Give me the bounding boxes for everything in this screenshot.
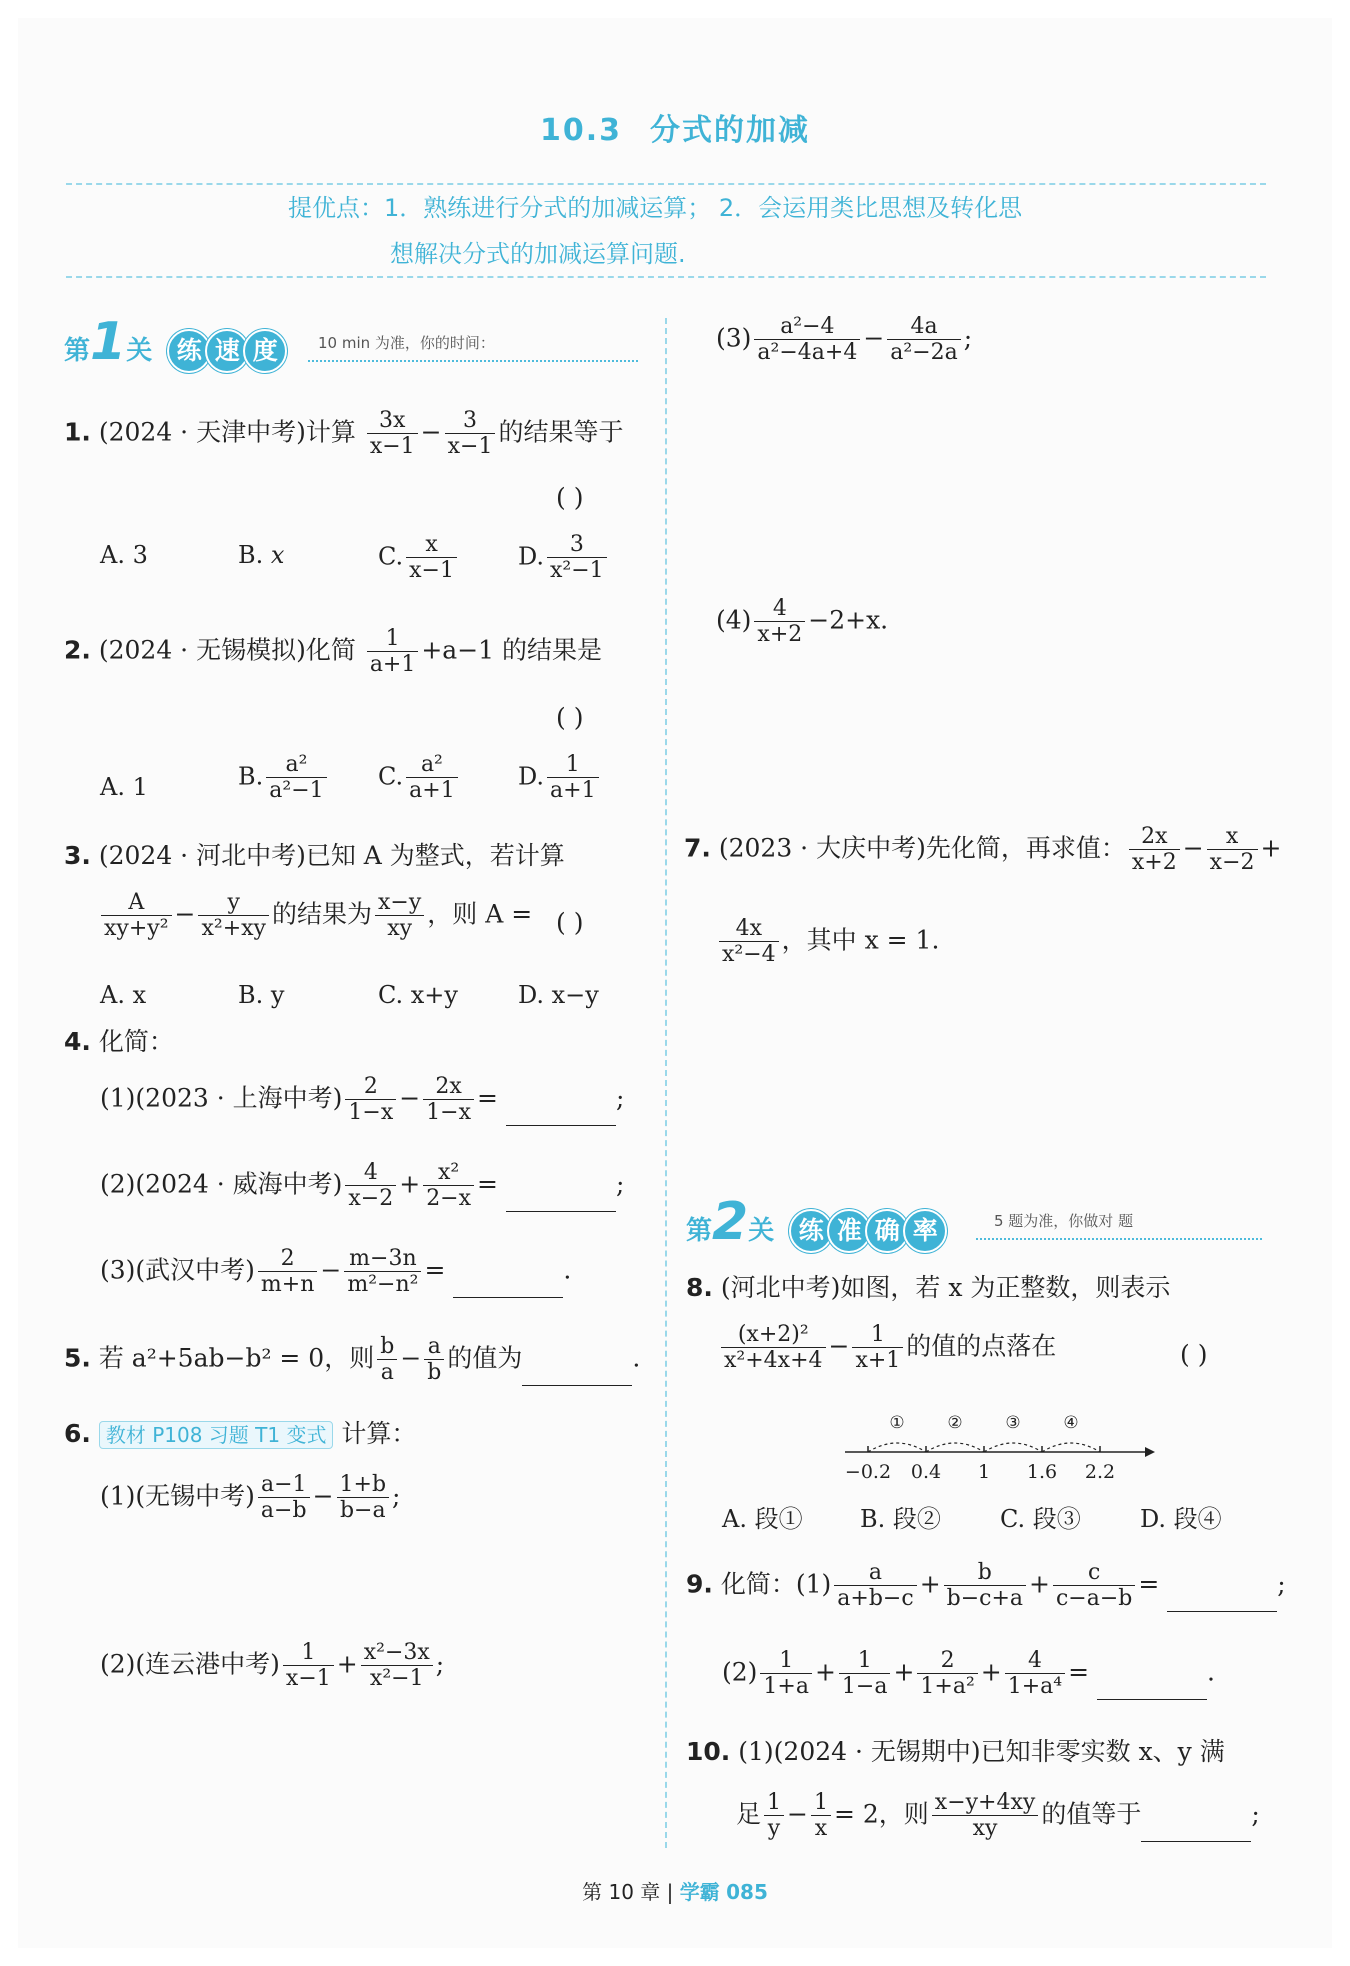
question-5: 5. 若 a²+5ab−b² = 0，则 $\frac{b}{a}$ − $\frac{a}{b}$ 的值为 . [64,1334,641,1386]
answer-blank[interactable] [1141,1817,1251,1842]
tick-marks [868,1446,1100,1452]
question-10: 10. (1)(2024 · 无锡期中)已知非零实数 x、y 满 [686,1737,1225,1766]
question-10-cont: 足 $\frac{1}{y}$ − $\frac{1}{x}$ = 2，则 $\frac{x-y+4xy}{xy}$ 的值等于 ; [736,1790,1260,1842]
textbook-tag: 教材 P108 习题 T1 变式 [99,1421,334,1449]
q8-option-d: D. 段④ [1140,1505,1222,1533]
q3-option-d: D. x−y [518,981,599,1009]
question-2: 2. (2024 · 无锡模拟)化简 $\frac{1}{a+1}$ +a−1 的结果是 [64,626,603,678]
q8-option-b: B. 段② [860,1505,941,1533]
question-6-part-1: (1)(无锡中考) $\frac{a-1}{a-b}$ − $\frac{1+b}{b-a}$ ; [100,1472,401,1524]
stage-2-note: 5 题为准，你做对 题 [994,1212,1134,1230]
stage-1-note: 10 min 为准，你的时间： [318,334,495,352]
answer-blank[interactable] [522,1361,632,1386]
footer-brand: 学霸 [679,1880,720,1904]
column-divider [665,318,667,1848]
question-3: 3. (2024 · 河北中考)已知 A 为整式，若计算 [64,841,565,870]
question-6: 6. 教材 P108 习题 T1 变式 计算： [64,1419,417,1448]
question-6-part-2: (2)(连云港中考) $\frac{1}{x-1}$ + $\frac{\text{x²−3x}}{\text{x²−1}}$ ; [100,1640,445,1692]
answer-paren-q8[interactable]: ( ) [1180,1340,1208,1369]
tick-label: 0.4 [910,1461,942,1483]
q2-option-c: C. $\frac{\text{a²}}{a+1}$ [378,752,461,804]
tick-label: 1.6 [1026,1461,1058,1483]
badge-char: 准 [827,1209,871,1253]
objectives-line-1: 提优点：1．熟练进行分式的加减运算； 2．会运用类比思想及转化思 [288,194,1023,222]
answer-blank[interactable] [1097,1675,1207,1700]
answer-blank[interactable] [1167,1587,1277,1612]
badge-char: 练 [167,329,211,373]
answer-blank[interactable] [506,1101,616,1126]
question-3-expr: $\frac{A}{\text{xy+y²}}$ − $\frac{y}{\text{x²+xy}}$ 的结果为 $\frac{x-y}{xy}$ ，则 A = [98,890,532,942]
segment-arc [868,1443,926,1452]
segment-arc [926,1443,984,1452]
q2-option-d: D. $\frac{1}{a+1}$ [518,752,602,804]
question-4-part-1: (1)(2023 · 上海中考) $\frac{2}{1-x}$ − $\frac{2x}{1-x}$ = ; [100,1074,625,1126]
stage-2-number: 2 [712,1192,749,1252]
q1-option-b: B. x [238,541,285,569]
q3-option-b: B. y [238,981,285,1009]
answer-paren-q1[interactable]: ( ) [556,483,584,512]
q3-option-a: A. x [100,981,147,1009]
question-7-cont: $\frac{4x}{\text{x²−4}}$ ，其中 x = 1. [716,916,939,968]
segment-label: ① [889,1413,905,1433]
segment-arc [984,1443,1042,1452]
question-7: 7. (2023 · 大庆中考)先化简，再求值： $\frac{2x}{x+2}$ − $\frac{x}{x-2}$ + [684,824,1282,876]
question-4: 4. 化简： [64,1027,174,1056]
badge-char: 率 [903,1209,947,1253]
question-8-expr: $\frac{\text{(x+2)²}}{\text{x²+4x+4}}$ − $\frac{1}{x+1}$ 的值的点落在 [718,1322,1056,1374]
q1-option-a: A. 3 [100,541,148,569]
q1-option-d: D. $\frac{3}{\text{x²−1}}$ [518,532,610,584]
fraction: $\frac{1}{a+1}$ [367,626,419,678]
q1-option-c: C. $\frac{x}{x-1}$ [378,532,460,584]
badge-char: 确 [865,1209,909,1253]
question-9-part-2: (2) $\frac{1}{1+a}$ + $\frac{1}{1-a}$ + $\frac{2}{\text{1+a²}}$ + $\frac{4}{\text{1+a⁴}}$ = . [722,1648,1215,1700]
section-name: 分式的加减 [650,113,811,148]
objectives-bottom-rule [66,276,1266,278]
stage-2-badges [789,1216,941,1245]
question-9-part-1: 9. 化简：(1) $\frac{a}{a+b-c}$ + $\frac{b}{b-c+a}$ + $\frac{c}{c-a-b}$ = ; [686,1560,1286,1612]
number-line-arrow [1145,1447,1155,1457]
segment-label: ② [947,1413,963,1433]
stage-2-header: 第2关 练 准 确 率 [686,1196,941,1253]
objectives-line-2: 想解决分式的加减运算问题. [390,240,686,268]
q8-option-a: A. 段① [722,1505,803,1533]
stage-1-header: 第1关 练 速 度 [64,316,281,373]
stage-1-rule [308,360,638,362]
q2-option-b: B. $\frac{\text{a²}}{\text{a²−1}}$ [238,752,330,804]
question-8: 8. (河北中考)如图，若 x 为正整数，则表示 [686,1273,1171,1302]
question-6-part-4: (4) $\frac{4}{x+2}$ −2+x. [716,596,889,648]
answer-blank[interactable] [506,1187,616,1212]
objectives-top-rule [66,183,1266,185]
stage-1-number: 1 [90,312,127,372]
question-4-part-3: (3)(武汉中考) $\frac{2}{m+n}$ − $\frac{m-3n}{\text{m²−n²}}$ = . [100,1246,572,1298]
section-title [0,105,1350,149]
question-4-part-2: (2)(2024 · 威海中考) $\frac{4}{x-2}$ + $\frac{\text{x²}}{2-x}$ = ; [100,1160,625,1212]
tick-label: 2.2 [1084,1461,1116,1483]
stage-2-rule [976,1238,1262,1240]
segment-label: ③ [1005,1413,1021,1433]
q8-option-c: C. 段③ [1000,1505,1081,1533]
answer-blank[interactable] [453,1273,563,1298]
footer-sep: | [666,1880,674,1904]
badge-char: 度 [243,329,287,373]
question-1: 1. (2024 · 天津中考)计算 $\frac{3x}{x-1}$ − $\frac{3}{x-1}$ 的结果等于 [64,408,624,460]
q3-option-c: C. x+y [378,981,458,1009]
badge-char: 速 [205,329,249,373]
fraction: $\frac{3}{x-1}$ [445,408,496,460]
segment-arc [1042,1443,1100,1452]
question-6-part-3: (3) $\frac{\text{a²−4}}{\text{a²−4a+4}}$ − $\frac{4a}{\text{a²−2a}}$ ; [716,314,973,366]
section-number: 10.3 [539,113,623,148]
footer-chapter: 第 10 章 [582,1880,661,1904]
tick-label: 1 [977,1461,991,1483]
fraction: $\frac{3x}{x-1}$ [367,408,418,460]
tick-label: −0.2 [844,1461,892,1483]
page-number: 085 [726,1880,768,1904]
page-footer [0,1876,1350,1905]
answer-paren-q3[interactable]: ( ) [556,908,584,937]
badge-char: 练 [789,1209,833,1253]
stage-1-badges [167,336,281,365]
segment-label: ④ [1063,1413,1079,1433]
q2-option-a: A. 1 [100,773,148,801]
answer-paren-q2[interactable]: ( ) [556,703,584,732]
